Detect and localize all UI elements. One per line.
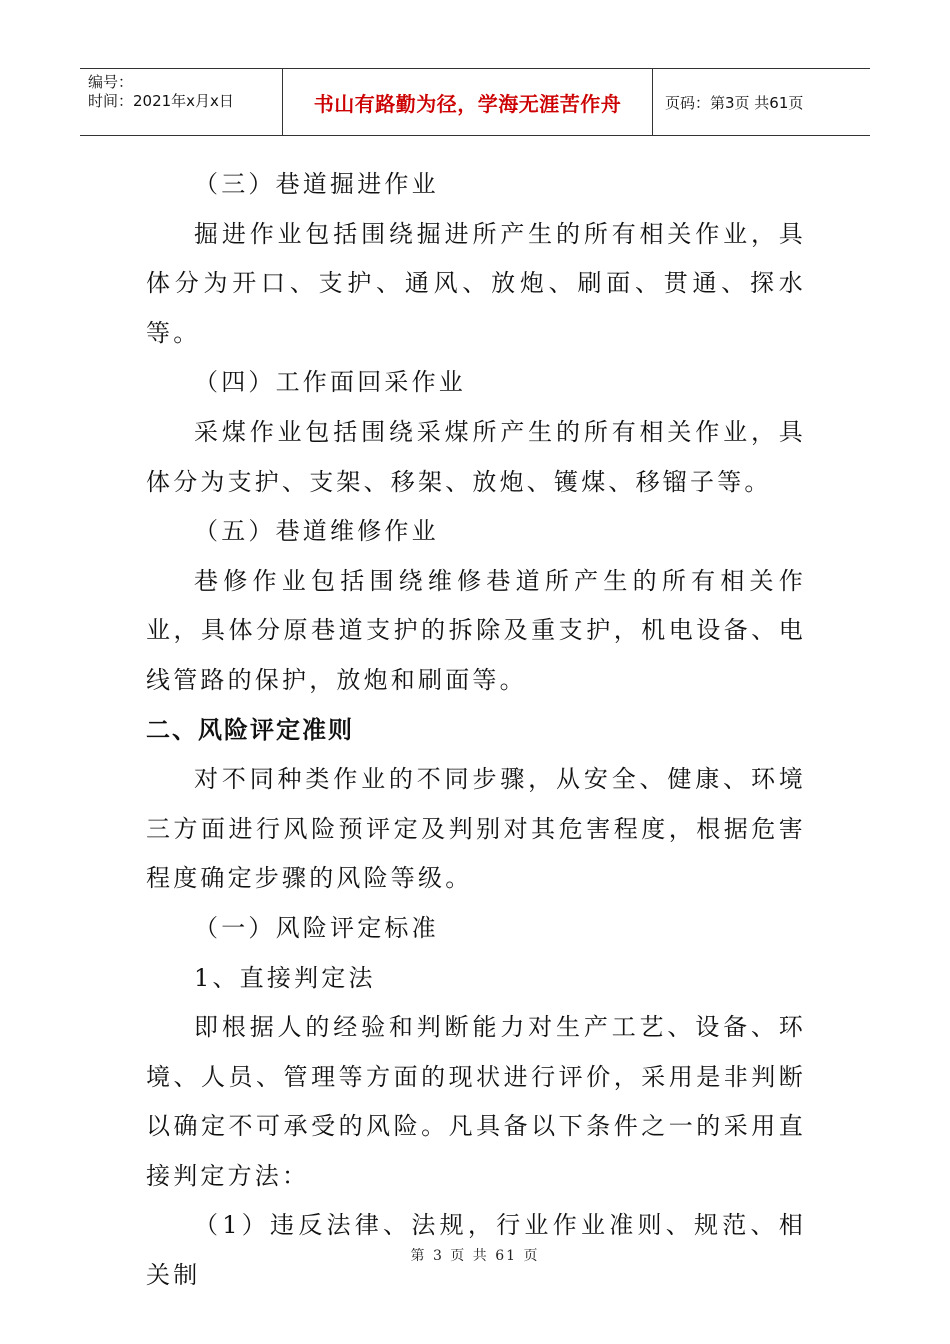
- header-motto: 书山有路勤为径，学海无涯苦作舟: [283, 69, 653, 135]
- list-item: （1）违反法律、法规，行业作业准则、规范、相关制: [146, 1211, 806, 1290]
- section-heading-3: （三）巷道掘进作业: [194, 170, 439, 198]
- page-footer: 第 3 页 共 61 页: [410, 1248, 540, 1264]
- section-heading-1: （一）风险评定标准: [194, 913, 439, 942]
- section-heading-5: （五）巷道维修作业: [194, 517, 439, 546]
- page-header: [80, 68, 870, 136]
- subsection-heading: 1、直接判定法: [194, 963, 376, 992]
- number-label: 编号：: [88, 73, 134, 91]
- section-heading-4: （四）工作面回采作业: [194, 368, 466, 397]
- paragraph: 巷修作业包括围绕维修巷道所产生的所有相关作业，具体分原巷道支护的拆除及重支护，机电设备、电线管路的保护，放炮和刷面等。: [146, 566, 806, 694]
- paragraph: 即根据人的经验和判断能力对生产工艺、设备、环境、人员、管理等方面的现状进行评价，采用是非判断以确定不可承受的风险。凡具备以下条件之一的采用直接判定方法：: [146, 1013, 806, 1190]
- time-label: 时间：2021年x月x日: [88, 92, 234, 110]
- document-body: [146, 160, 806, 1301]
- paragraph: 掘进作业包括围绕掘进所产生的所有相关作业，具体分为开口、支护、通风、放炮、刷面、贯通、探水等。: [146, 219, 806, 347]
- header-meta-cell: [80, 69, 283, 135]
- paragraph: 对不同种类作业的不同步骤，从安全、健康、环境三方面进行风险预评定及判别对其危害程度，根据危害程度确定步骤的风险等级。: [146, 765, 806, 893]
- chapter-heading: 二、风险评定准则: [146, 715, 354, 744]
- paragraph: 采煤作业包括围绕采煤所产生的所有相关作业，具体分为支护、支架、移架、放炮、镬煤、移镏子等。: [146, 417, 806, 496]
- header-page-info: 页码：第3页 共61页: [665, 93, 804, 112]
